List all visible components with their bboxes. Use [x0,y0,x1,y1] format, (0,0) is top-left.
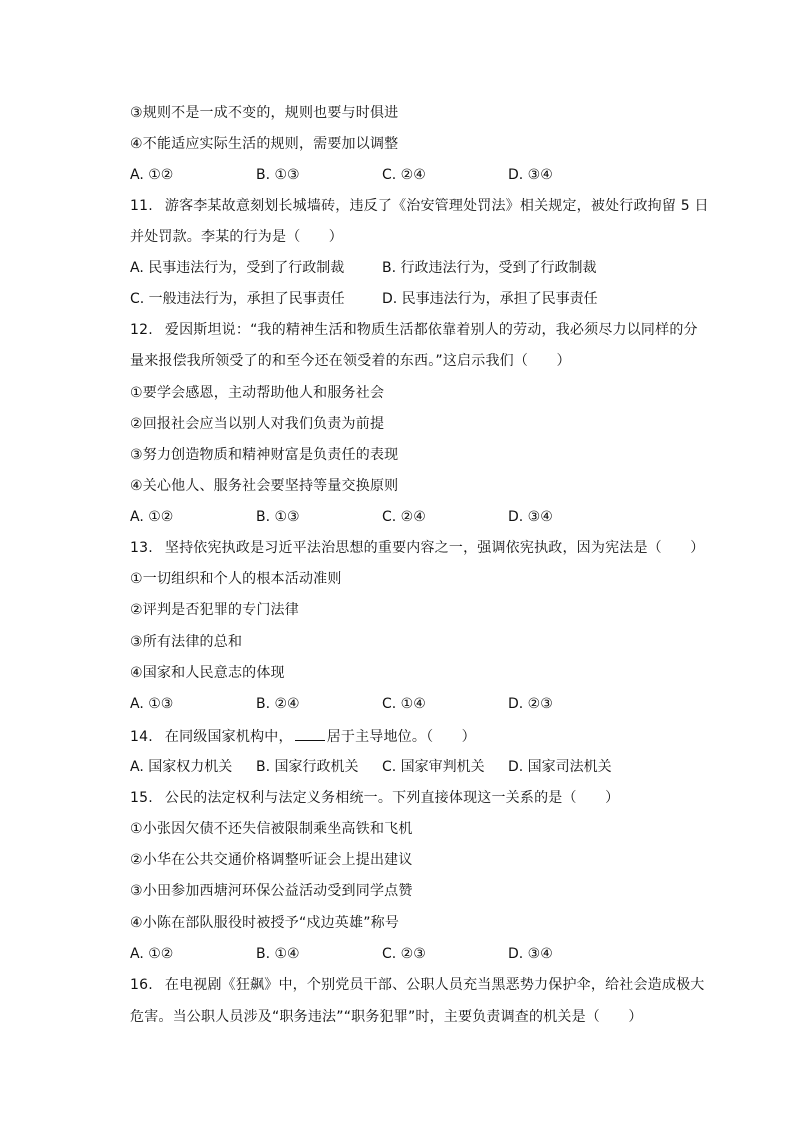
option-c: C. ②④ [382,509,426,525]
option-c: C. ②④ [382,167,426,183]
question-number: 14. [130,729,153,745]
option-b: B. 行政违法行为，受到了行政制裁 [382,260,597,276]
option-c: C. ②③ [382,946,426,962]
option-d: D. ②③ [508,696,553,712]
question-number: 15. [130,790,153,806]
statement-1: ①要学会感恩，主动帮助他人和服务社会 [130,385,385,401]
option-b: B. ①③ [256,167,300,183]
statement-3: ③规则不是一成不变的，规则也要与时俱进 [130,105,399,121]
option-d: D. ③④ [508,509,553,525]
statement-2: ②评判是否犯罪的专门法律 [130,602,299,618]
option-a: A. ①② [130,946,174,962]
question-number: 11. [130,198,153,214]
statement-2: ②回报社会应当以别人对我们负责为前提 [130,416,385,432]
option-d: D. 国家司法机关 [508,759,612,775]
question-text-cont: 居于主导地位。（ ） [326,729,476,745]
option-b: B. ①③ [256,509,300,525]
statement-3: ③努力创造物质和精神财富是负责任的表现 [130,447,399,463]
question-14-stem [130,726,476,747]
statement-3: ③小田参加西塘河环保公益活动受到同学点赞 [130,883,413,899]
question-text: 坚持依宪执政是习近平法治思想的重要内容之一，强调依宪执政，因为宪法是（ ） [164,540,705,556]
option-a: A. ①② [130,167,174,183]
answer-blank [295,726,325,741]
statement-4: ④小陈在部队服役时被授予“戍边英雄”称号 [130,915,400,931]
option-d: D. ③④ [508,167,553,183]
question-16-stem-cont: 危害。当公职人员涉及“职务违法”“职务犯罪”时，主要负责调查的机关是（ ） [130,1009,643,1025]
question-number: 13. [130,540,153,556]
option-c: C. 国家审判机关 [382,759,485,775]
option-d: D. 民事违法行为，承担了民事责任 [382,291,598,307]
statement-2: ②小华在公共交通价格调整听证会上提出建议 [130,852,413,868]
statement-1: ①小张因欠债不还失信被限制乘坐高铁和飞机 [130,821,413,837]
question-11-stem [130,196,709,216]
question-text: 在电视剧《狂飙》中，个别党员干部、公职人员充当黑恶势力保护伞，给社会造成极大 [164,977,705,993]
question-number: 12. [130,322,153,338]
option-c: C. ①④ [382,696,426,712]
question-11-stem-cont: 并处罚款。李某的行为是（ ） [130,229,343,245]
option-a: A. 民事违法行为，受到了行政制裁 [130,260,345,276]
option-a: A. ①② [130,509,174,525]
question-text: 游客李某故意刻划长城墙砖，违反了《治安管理处罚法》相关规定，被处行政拘留 5 日 [164,198,709,214]
option-d: D. ③④ [508,946,553,962]
statement-4: ④不能适应实际生活的规则，需要加以调整 [130,136,399,152]
option-b: B. ②④ [256,696,300,712]
statement-4: ④关心他人、服务社会要坚持等量交换原则 [130,478,399,494]
question-12-stem [130,320,698,340]
option-a: A. 国家权力机关 [130,759,233,775]
question-16-stem [130,975,704,995]
question-15-stem [130,788,619,808]
option-a: A. ①③ [130,696,174,712]
option-c: C. 一般违法行为，承担了民事责任 [130,291,345,307]
question-text: 爱因斯坦说：“我的精神生活和物质生活都依靠着别人的劳动，我必须尽力以同样的分 [164,322,698,338]
option-b: B. ①④ [256,946,300,962]
question-text: 在同级国家机构中， [164,729,293,745]
question-13-stem [130,538,704,558]
statement-1: ①一切组织和个人的根本活动准则 [130,571,342,587]
question-12-stem-cont: 量来报偿我所领受了的和至今还在领受着的东西。”这启示我们（ ） [130,353,571,369]
statement-3: ③所有法律的总和 [130,634,243,650]
question-number: 16. [130,977,153,993]
option-b: B. 国家行政机关 [256,759,359,775]
statement-4: ④国家和人民意志的体现 [130,665,285,681]
question-text: 公民的法定权利与法定义务相统一。下列直接体现这一关系的是（ ） [164,790,620,806]
